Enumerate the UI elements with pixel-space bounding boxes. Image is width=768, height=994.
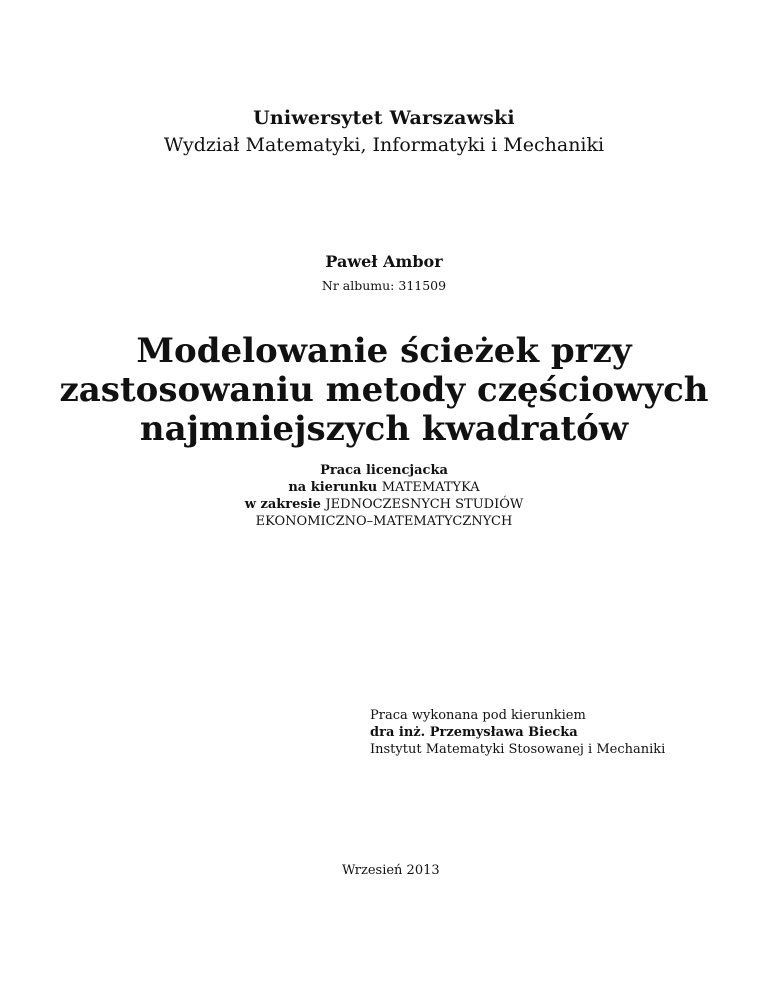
field-name: MATEMATYKA (381, 480, 480, 495)
thesis-type: Praca licencjacka (320, 463, 448, 478)
author-name: Paweł Ambor (325, 252, 443, 271)
field-prefix: na kierunku (288, 480, 378, 495)
faculty-name: Wydział Matematyki, Informatyki i Mechaniki (163, 134, 605, 156)
thesis-scope-line (0, 496, 768, 513)
thesis-field-line (0, 479, 768, 496)
scope-name-1: JEDNOCZESNYCH STUDIÓW (325, 497, 524, 512)
submission-date: Wrzesień 2013 (342, 863, 440, 878)
supervisor-block (370, 707, 665, 758)
thesis-type-block (0, 462, 768, 530)
supervisor-institute: Instytut Matematyki Stosowanej i Mechaniki (370, 742, 666, 757)
scope-name-2: EKONOMICZNO–MATEMATYCZNYCH (255, 514, 513, 529)
thesis-title-line: zastosowaniu metody częściowych (59, 370, 709, 410)
thesis-title (0, 332, 768, 449)
thesis-title-line: Modelowanie ścieżek przy (136, 331, 632, 371)
supervisor-intro: Praca wykonana pod kierunkiem (370, 708, 586, 723)
university-name: Uniwersytet Warszawski (253, 107, 515, 129)
thesis-title-line: najmniejszych kwadratów (139, 409, 629, 449)
scope-prefix: w zakresie (244, 497, 321, 512)
supervisor-name: dra inż. Przemysława Biecka (370, 725, 578, 740)
album-number: Nr albumu: 311509 (321, 278, 447, 293)
